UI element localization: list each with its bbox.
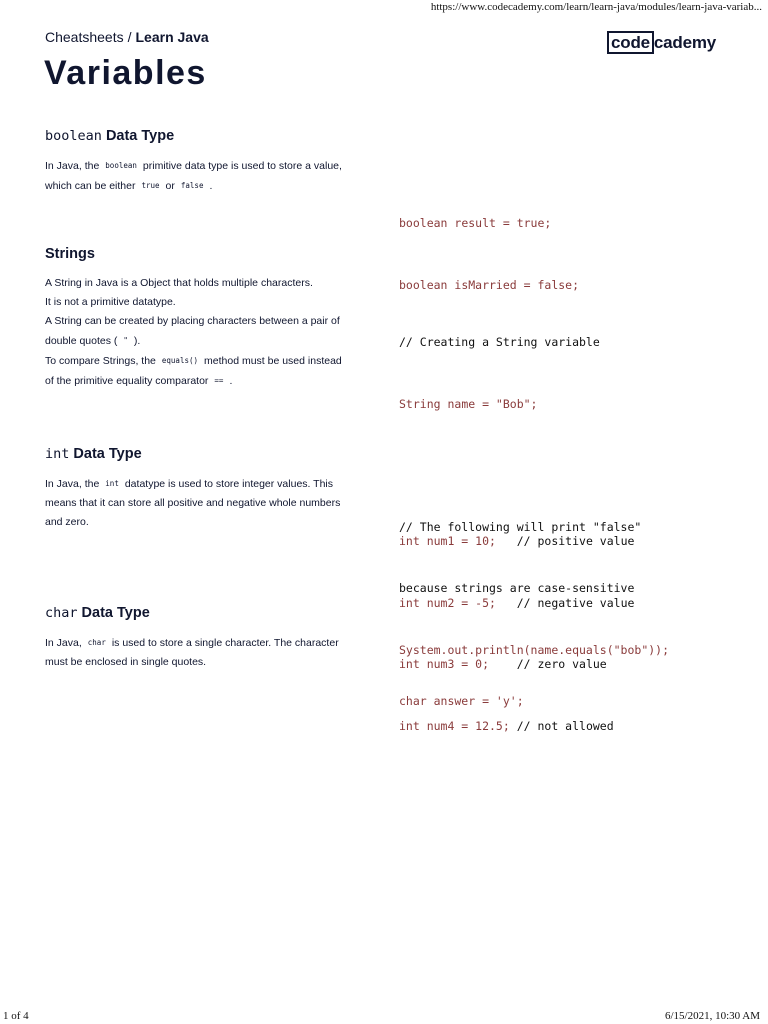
inline-code: boolean [105,161,137,170]
inline-code: char [87,638,106,647]
inline-code: true [141,181,160,190]
logo-rest-text: cademy [653,33,717,52]
code-rest: result = true; [447,216,552,230]
section-boolean-heading [45,128,745,144]
heading-text: Data Type [105,128,175,144]
inline-code: " [123,336,128,345]
code-comment: // positive value [516,534,635,548]
heading-code: char [45,605,78,621]
code-comment: // zero value [516,657,607,671]
code-line [399,531,759,552]
code-statement: int num1 = 10; [399,534,496,548]
code-statement: int num3 = 0; [399,657,490,671]
section-char-heading [45,605,745,621]
desc-text: . [229,375,233,387]
section-int-heading [45,446,745,462]
breadcrumb [45,29,209,45]
page-title: Variables [44,54,207,92]
logo-boxed-text: code [607,31,654,54]
code-comment: because strings are case-sensitive [399,581,635,595]
code-type: String [399,396,441,411]
desc-text: A String can be created by placing characters between a pair of double quotes ( [45,315,340,347]
section-strings-description [45,274,345,391]
desc-text: method must be used instead of the primitive equality comparator [45,355,342,387]
heading-code: int [45,446,70,462]
section-int-description [45,474,345,532]
section-boolean-description [45,156,345,196]
desc-text: In Java, the [45,478,100,490]
heading-text: Data Type [73,446,142,462]
desc-paragraph: A String in Java is a Object that holds multiple characters. [45,277,313,289]
code-comment: // Creating a String variable [399,335,600,349]
section-strings-heading: Strings [45,246,95,262]
desc-text: ). [133,335,141,347]
desc-text: is used to store a single character. The character must be enclosed in single quotes. [45,637,339,668]
code-type: boolean [399,216,448,230]
code-rest: name = "Bob"; [440,396,538,411]
breadcrumb-separator: / [127,29,132,45]
desc-paragraph [45,312,345,351]
desc-text: To compare Strings, the [45,355,156,367]
code-line [399,213,759,234]
code-comment: // not allowed [516,718,614,733]
print-date: 6/15/2021, 10:30 AM [664,1010,760,1022]
code-type: boolean [399,277,448,292]
code-block-char [399,650,759,753]
inline-code: false [180,181,204,190]
inline-code: equals() [161,356,199,365]
code-line: char answer = 'y'; [399,694,524,708]
print-page-count: 1 of 4 [3,1010,29,1022]
desc-text: In Java, [45,637,82,649]
code-comment: // The following will print "false" [399,519,642,534]
inline-code: int [105,479,119,488]
desc-text: primitive data type is used to store a value, which can be either [45,160,342,192]
desc-paragraph [45,351,345,391]
desc-text: or [165,180,175,192]
code-statement: int num2 = -5; [399,595,496,610]
print-url: https://www.codecademy.com/learn/learn-java/modules/learn-java-variab... [430,1,762,13]
heading-text: Data Type [81,605,150,621]
code-statement: int num4 = 12.5; [399,718,510,733]
desc-paragraph: It is not a primitive datatype. [45,296,176,308]
code-comment: // negative value [516,595,635,610]
section-char-description [45,633,345,672]
breadcrumb-current[interactable]: Learn Java [135,29,209,45]
inline-code: == [214,376,224,385]
code-rest: isMarried = false; [447,277,580,292]
breadcrumb-cheatsheets-link[interactable]: Cheatsheets [45,29,124,45]
desc-text: In Java, the [45,160,100,172]
desc-text: datatype is used to store integer values. This means that it can store all positive and negative whole numbers and zero. [45,478,341,528]
code-padding [496,534,517,548]
desc-text: . [209,180,213,192]
code-line [399,394,759,415]
codecademy-logo[interactable] [607,31,716,54]
heading-code: boolean [45,128,102,144]
code-line: System.out.println(name.equals("bob")); [399,642,670,657]
